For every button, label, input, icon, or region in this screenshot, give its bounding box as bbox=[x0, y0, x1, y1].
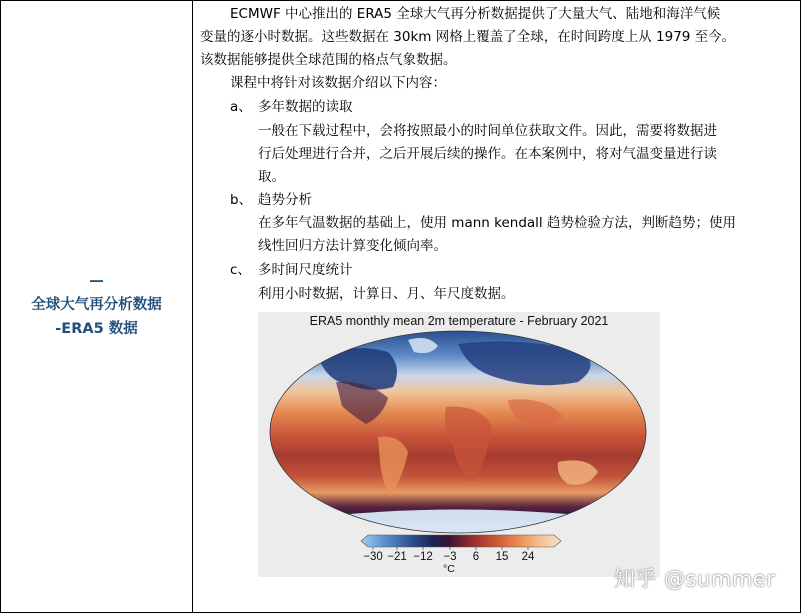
colorbar-tick-label: −21 bbox=[387, 551, 407, 563]
colorbar-tick-label: −30 bbox=[363, 551, 383, 563]
table-left-cell bbox=[1, 1, 193, 612]
zhihu-watermark: 知乎 @summer bbox=[614, 567, 776, 591]
section-title-line1: 全球大气再分析数据 bbox=[31, 297, 162, 313]
intro-line-2: 变量的逐小时数据。这些数据在 30km 网格上覆盖了全球，在时间跨度上从 1979 至今。 bbox=[200, 29, 736, 45]
course-intro: 课程中将针对该数据介绍以下内容： bbox=[230, 75, 446, 91]
section-title-line2: -ERA5 数据 bbox=[55, 321, 138, 337]
colorbar-unit: °C bbox=[443, 563, 455, 575]
colorbar-tick-label: −3 bbox=[443, 551, 457, 563]
item-c-heading: 多时间尺度统计 bbox=[258, 262, 353, 278]
item-b-marker: b、 bbox=[230, 192, 253, 208]
colorbar-tick-label: 24 bbox=[521, 551, 535, 563]
colorbar-tick-label: 15 bbox=[495, 551, 509, 563]
item-b-heading: 趋势分析 bbox=[258, 192, 312, 208]
item-a-line-3: 取。 bbox=[258, 169, 285, 185]
item-a-heading: 多年数据的读取 bbox=[258, 99, 353, 115]
temperature-map-svg bbox=[258, 312, 660, 577]
colorbar-tick-label: −12 bbox=[413, 551, 433, 563]
item-a-line-2: 行后处理进行合并，之后开展后续的操作。在本案例中，将对气温变量进行读 bbox=[258, 146, 717, 162]
colorbar-ticks bbox=[373, 547, 528, 550]
intro-line-3: 该数据能够提供全球范围的格点气象数据。 bbox=[200, 52, 457, 68]
colorbar-tick-label: 6 bbox=[472, 551, 480, 563]
temperature-map-figure bbox=[258, 312, 660, 577]
item-b-line-2: 线性回归方法计算变化倾向率。 bbox=[258, 238, 447, 254]
section-number: — bbox=[89, 273, 104, 289]
item-b-line-1: 在多年气温数据的基础上，使用 mann kendall 趋势检验方法，判断趋势；使用 bbox=[258, 215, 736, 231]
item-a-marker: a、 bbox=[230, 99, 252, 115]
section-title bbox=[1, 269, 192, 341]
item-c-marker: c、 bbox=[230, 262, 251, 278]
item-c-line-1: 利用小时数据，计算日、月、年尺度数据。 bbox=[258, 286, 515, 302]
intro-line-1: ECMWF 中心推出的 ERA5 全球大气再分析数据提供了大量大气、陆地和海洋气候 bbox=[230, 6, 721, 22]
colorbar bbox=[361, 535, 561, 547]
figure-title: ERA5 monthly mean 2m temperature - February 2021 bbox=[309, 314, 609, 328]
item-a-line-1: 一般在下载过程中，会将按照最小的时间单位获取文件。因此，需要将数据进 bbox=[258, 123, 717, 139]
